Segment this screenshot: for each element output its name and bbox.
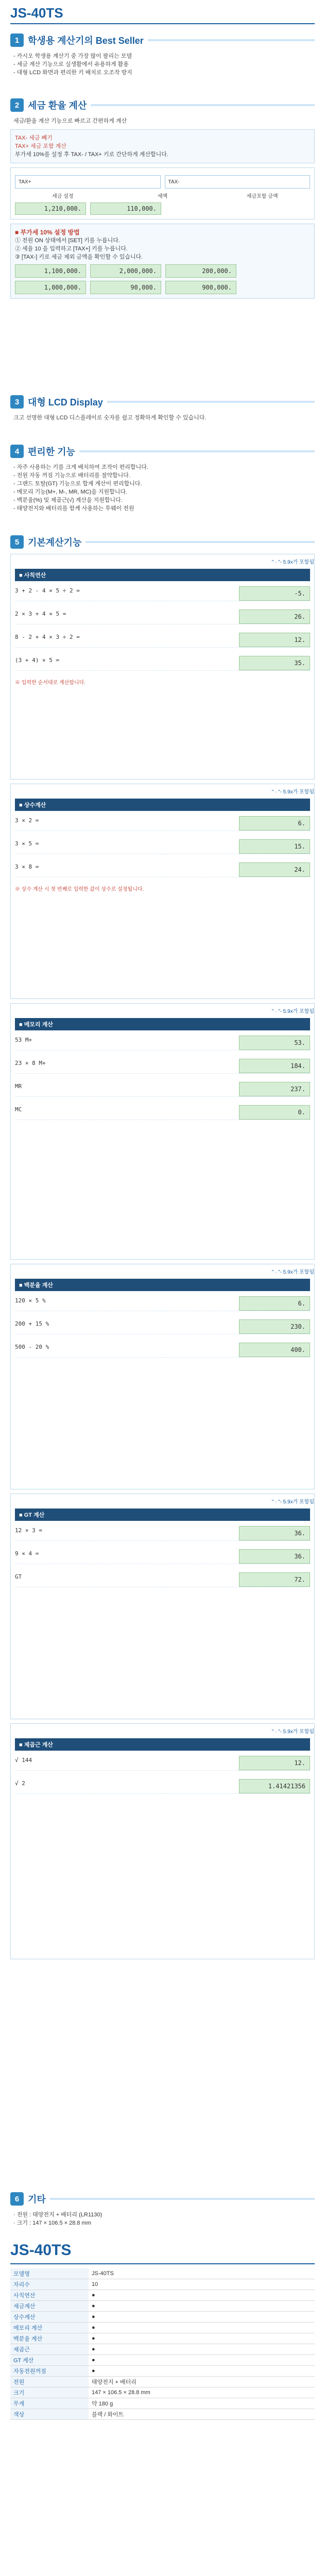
spec-value: ● <box>89 2366 315 2377</box>
spec-row <box>10 2398 315 2409</box>
spec-row <box>10 2344 315 2355</box>
section-title: 대형 LCD Display <box>28 397 103 408</box>
panel-title: ■ GT 계산 <box>15 1509 310 1521</box>
spec-title: JS-40TS <box>10 2242 72 2259</box>
spec-value: 태양전지 + 배터리 <box>89 2377 315 2387</box>
spec-key: 자리수 <box>10 2279 89 2290</box>
panel-tag: " · "- 5.9x가 포함됨 <box>271 789 314 795</box>
panel-tag: " · "- 5.9x가 포함됨 <box>271 1009 314 1014</box>
panel-title: ■ 제곱근 계산 <box>15 1738 310 1751</box>
calc-row: 2 × 3 + 4 × 5 = 26. <box>15 609 310 624</box>
section-bar <box>148 39 315 41</box>
tax-info-line: TAX+ 세금 포함 계산 <box>15 143 66 149</box>
spec-value: 147 × 106.5 × 28.8 mm <box>89 2387 315 2398</box>
calc-row: 9 × 4 = 36. <box>15 1549 310 1564</box>
calc-row: MC 0. <box>15 1105 310 1120</box>
spec-key: 상수계산 <box>10 2312 89 2323</box>
lcd-display: 1,000,000. <box>15 281 86 294</box>
calc-row: (3 + 4) × 5 = 35. <box>15 656 310 671</box>
calc-row: 3 + 2 - 4 × 5 ÷ 2 = -5. <box>15 586 310 601</box>
tax-label: 세액 <box>157 194 168 199</box>
spec-row <box>10 2387 315 2398</box>
tax-info-line: TAX- 세금 빼기 <box>15 135 53 141</box>
bullet-item: - 그랜드 토탈(GT) 기능으로 합계 계산이 편리합니다. <box>13 481 142 487</box>
lcd-display: 2,000,000. <box>90 264 161 278</box>
calc-row: √ 144 12. <box>15 1756 310 1771</box>
spec-row <box>10 2409 315 2420</box>
spec-value: 블랙 / 화이트 <box>89 2409 315 2420</box>
section-body <box>10 52 315 77</box>
bullet-item: - 자주 사용하는 키를 크게 배치하여 조작이 편리합니다. <box>13 464 148 470</box>
lcd-display: 1,100,000. <box>15 264 86 278</box>
bullet-item: - 태양전지와 배터리를 함께 사용하는 투웨이 전원 <box>13 505 134 512</box>
tax-info-line: 부가세 10%를 설정 후 TAX- / TAX+ 키로 간단하게 계산합니다. <box>15 151 168 158</box>
spec-key: 제곱근 <box>10 2344 89 2355</box>
tax-example-box <box>10 224 315 299</box>
section-title: 세금 환율 계산 <box>28 100 87 111</box>
lcd-display: 110,000. <box>90 202 161 215</box>
section-title: 편리한 기능 <box>28 447 75 457</box>
spec-key: 전원 <box>10 2377 89 2387</box>
section-header <box>10 32 315 48</box>
spec-key: 색상 <box>10 2409 89 2420</box>
spec-row <box>10 2279 315 2290</box>
section-number: 4 <box>10 445 24 458</box>
section-number: 5 <box>10 535 24 549</box>
title-divider <box>10 23 315 24</box>
spec-key: 백분율 계산 <box>10 2333 89 2344</box>
calc-row: GT 72. <box>15 1572 310 1587</box>
section-intro: 세금/환율 계산 기능으로 빠르고 간편하게 계산 <box>13 118 127 124</box>
bullet-item: - 대형 LCD 화면과 편리한 키 배치로 오조작 방지 <box>13 70 132 76</box>
spec-row <box>10 2268 315 2279</box>
section-features <box>10 444 315 526</box>
section-bar <box>107 401 315 403</box>
section-number: 1 <box>10 33 24 47</box>
spec-value: ● <box>89 2312 315 2323</box>
spec-row <box>10 2323 315 2333</box>
example-line: ② 세율 10 을 입력하고 [TAX+] 키를 누릅니다. <box>15 246 128 252</box>
section-bar <box>50 2198 315 2200</box>
calc-row: 500 - 20 % 400. <box>15 1343 310 1358</box>
spec-key: GT 계산 <box>10 2355 89 2366</box>
tax-label: 세금포함 금액 <box>246 194 278 199</box>
spec-key: 크기 <box>10 2387 89 2398</box>
calc-panel <box>10 784 315 999</box>
calc-row: 120 × 5 % 6. <box>15 1296 310 1311</box>
calc-panel <box>10 554 315 779</box>
lcd-display: 200,000. <box>165 264 236 278</box>
calc-row: 200 + 15 % 230. <box>15 1319 310 1334</box>
lcd-display: 90,000. <box>90 281 161 294</box>
section-header <box>10 394 315 410</box>
panel-tag: " · "- 5.9x가 포함됨 <box>271 1729 314 1735</box>
spec-value: 약 180 g <box>89 2398 315 2409</box>
spec-value: ● <box>89 2323 315 2333</box>
section-body <box>10 463 315 513</box>
section-number: 3 <box>10 395 24 409</box>
spec-table <box>10 2268 315 2420</box>
spec-value: ● <box>89 2301 315 2312</box>
section-header <box>10 444 315 459</box>
calc-panel <box>10 1494 315 1719</box>
tax-label-row <box>15 192 310 199</box>
bullet-item: - 카시오 학생용 계산기 중 가장 많이 팔리는 모델 <box>13 53 132 59</box>
lcd-row <box>15 202 310 215</box>
calc-row: 12 × 3 = 36. <box>15 1526 310 1541</box>
section-bar <box>79 450 315 452</box>
section-tax <box>10 97 315 386</box>
spec-key: 모델명 <box>10 2268 89 2279</box>
tax-diagram <box>10 167 315 219</box>
example-line: ③ [TAX-] 키로 세금 제외 금액을 확인할 수 있습니다. <box>15 254 143 260</box>
spec-row <box>10 2377 315 2387</box>
page-title: JS-40TS <box>10 5 63 21</box>
section-title: 기본계산기능 <box>28 537 82 548</box>
spec-value: ● <box>89 2290 315 2301</box>
spec-row <box>10 2290 315 2301</box>
calc-panel <box>10 1264 315 1489</box>
section-number: 2 <box>10 98 24 112</box>
spec-row <box>10 2333 315 2344</box>
section-number: 6 <box>10 2192 24 2206</box>
example-line: ① 전원 ON 상태에서 [SET] 키를 누릅니다. <box>15 238 120 244</box>
spec-row <box>10 2312 315 2323</box>
section-header <box>10 97 315 113</box>
spec-value: ● <box>89 2344 315 2355</box>
spec-key: 사칙연산 <box>10 2290 89 2301</box>
bullet-item: - 전원 자동 꺼짐 기능으로 배터리를 절약합니다. <box>13 472 130 479</box>
section-bestseller <box>10 32 315 89</box>
section-calc <box>10 534 315 2183</box>
spec-row <box>10 2301 315 2312</box>
etc-line: · 전원 : 태양전지 + 배터리 (LR1130) <box>13 2212 102 2218</box>
panel-title: ■ 메모리 계산 <box>15 1018 310 1030</box>
section-lcd <box>10 394 315 435</box>
section-text: 크고 선명한 대형 LCD 디스플레이로 숫자를 쉽고 정확하게 확인할 수 있습니다. <box>13 415 207 421</box>
bullet-item: - 백분율(%) 및 제곱근(√) 계산을 지원합니다. <box>13 497 123 503</box>
section-title: 학생용 계산기의 Best Seller <box>28 36 144 46</box>
calc-row: 8 - 2 + 4 × 3 ÷ 2 = 12. <box>15 633 310 648</box>
lcd-display: 1,210,000. <box>15 202 86 215</box>
section-body <box>10 2211 315 2227</box>
panel-tag: " · "- 5.9x가 포함됨 <box>271 560 314 565</box>
bullet-item: - 세금 계산 기능으로 실생활에서 유용하게 활용 <box>13 61 129 67</box>
tax-label: 세금 설정 <box>52 194 74 199</box>
panel-title: ■ 사칙연산 <box>15 569 310 581</box>
spec-key: 무게 <box>10 2398 89 2409</box>
section-bar <box>85 541 315 543</box>
calc-panel <box>10 1723 315 1959</box>
calc-row: 3 × 5 = 15. <box>15 839 310 854</box>
tax-plus-key: TAX+ <box>15 175 161 189</box>
calc-row: √ 2 1.41421356 <box>15 1779 310 1794</box>
spec-key: 자동전원꺼짐 <box>10 2366 89 2377</box>
calc-row: 23 × 8 M+ 184. <box>15 1059 310 1074</box>
tax-minus-key: TAX- <box>165 175 311 189</box>
calc-panel <box>10 1003 315 1260</box>
panel-note: ※ 상수 계산 시 첫 번째로 입력한 값이 상수로 설정됩니다. <box>15 887 144 892</box>
example-title: ■ 부가세 10% 설정 방법 <box>15 229 80 236</box>
spec-value: JS-40TS <box>89 2268 315 2279</box>
spec-value: ● <box>89 2333 315 2344</box>
lcd-display: 900,000. <box>165 281 236 294</box>
section-title: 기타 <box>28 2194 46 2205</box>
spec-row <box>10 2366 315 2377</box>
lcd-row <box>15 264 310 278</box>
panel-title: ■ 상수계산 <box>15 799 310 811</box>
section-bar <box>91 104 315 106</box>
calc-row: 3 × 8 = 24. <box>15 862 310 877</box>
panel-tag: " · "- 5.9x가 포함됨 <box>271 1499 314 1505</box>
tax-info-box <box>10 129 315 163</box>
panel-title: ■ 백분율 계산 <box>15 1279 310 1291</box>
spec-key: 세금계산 <box>10 2301 89 2312</box>
spec-section <box>10 2268 315 2420</box>
calc-row: MR 237. <box>15 1082 310 1097</box>
calc-row: 3 × 2 = 6. <box>15 816 310 831</box>
panel-note: ※ 입력한 순서대로 계산합니다. <box>15 680 86 686</box>
lcd-row <box>15 281 310 294</box>
spec-value: 10 <box>89 2279 315 2290</box>
spec-row <box>10 2355 315 2366</box>
spec-key: 메모리 계산 <box>10 2323 89 2333</box>
spec-divider <box>10 2263 315 2264</box>
section-header <box>10 534 315 550</box>
section-header <box>10 2191 315 2207</box>
section-etc <box>10 2191 315 2238</box>
bullet-item: - 메모리 기능(M+, M-, MR, MC)을 지원합니다. <box>13 489 128 495</box>
panel-tag: " · "- 5.9x가 포함됨 <box>271 1269 314 1275</box>
spec-value: ● <box>89 2355 315 2366</box>
etc-line: · 크기 : 147 × 106.5 × 28.8 mm <box>13 2220 91 2226</box>
calc-row: 53 M+ 53. <box>15 1036 310 1050</box>
tax-key-row <box>15 175 310 189</box>
